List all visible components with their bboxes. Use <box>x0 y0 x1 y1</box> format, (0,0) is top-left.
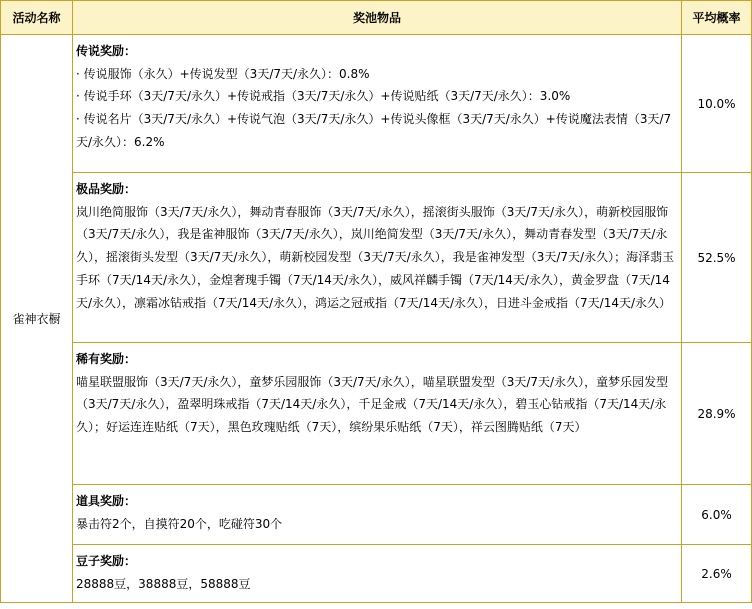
header-activity-name: 活动名称 <box>1 1 73 35</box>
table-header-row <box>1 1 752 35</box>
tier-title-premium: 极品奖励： <box>76 182 137 196</box>
tier-title-beans: 豆子奖励： <box>76 554 137 568</box>
legendary-line: · 传说服饰（永久）+传说发型（3天/7天/永久）：0.8% <box>76 66 370 81</box>
tier-title-props: 道具奖励： <box>76 494 137 508</box>
table-row-beans <box>1 545 752 603</box>
rare-rewards-cell <box>73 343 682 485</box>
probability-props: 6.0% <box>682 485 752 545</box>
header-average-probability: 平均概率 <box>682 1 752 35</box>
probability-beans: 2.6% <box>682 545 752 603</box>
legendary-line: · 传说手环（3天/7天/永久）+传说戒指（3天/7天/永久）+传说贴纸（3天/7天/永久）：3.0% <box>76 89 571 104</box>
header-pool-items: 奖池物品 <box>73 1 682 35</box>
probability-legendary: 10.0% <box>682 35 752 173</box>
tier-title-rare: 稀有奖励： <box>76 352 137 366</box>
beans-items-text: 28888豆，38888豆，58888豆 <box>76 576 251 591</box>
beans-rewards-cell <box>73 545 682 603</box>
activity-name-cell: 雀神衣橱 <box>1 35 73 603</box>
rare-items-text: 喵星联盟服饰（3天/7天/永久），童梦乐园服饰（3天/7天/永久），喵星联盟发型（3天/7天/永久），童梦乐园发型（3天/7天/永久），盈翠明珠戒指（7天/14天/永久），千足金戒（7天/14天/永久），碧玉心钻戒指（7天/14天/永久）；好运连连贴纸（7天），黑色玫瑰贴纸（7天），缤纷果乐贴纸（7天），祥云图腾贴纸（7天） <box>76 374 669 435</box>
table-row-premium <box>1 173 752 343</box>
premium-rewards-cell <box>73 173 682 343</box>
table-row-rare <box>1 343 752 485</box>
table-row-legendary <box>1 35 752 173</box>
probability-rare: 28.9% <box>682 343 752 485</box>
props-rewards-cell <box>73 485 682 545</box>
probability-premium: 52.5% <box>682 173 752 343</box>
table-row-props <box>1 485 752 545</box>
legendary-line: · 传说名片（3天/7天/永久）+传说气泡（3天/7天/永久）+传说头像框（3天/7天/永久）+传说魔法表情（3天/7天/永久）：6.2% <box>76 112 672 149</box>
tier-title-legendary: 传说奖励： <box>76 44 137 58</box>
props-items-text: 暴击符2个，自摸符20个，吃碰符30个 <box>76 516 283 531</box>
premium-items-text: 岚川绝简服饰（3天/7天/永久），舞动青春服饰（3天/7天/永久），摇滚街头服饰（3天/7天/永久），萌新校园服饰（3天/7天/永久），我是雀神服饰（3天/7天/永久），岚川绝简发型（3天/7天/永久），舞动青春发型（3天/7天/永久），摇滚街头发型（3天/7天/永久），萌新校园发型（3天/7天/永久），我是雀神发型（3天/7天/永久）；海泽翡玉手环（7天/14天/永久），金煌奢瑰手镯（7天/14天/永久），威风祥麟手镯（7天/14天/永久），黄金罗盘（7天/14天/永久），凛霜冰钻戒指（7天/14天/永久），鸿运之冠戒指（7天/14天/永久），日进斗金戒指（7天/14天/永久） <box>76 204 675 310</box>
legendary-rewards-cell <box>73 35 682 173</box>
